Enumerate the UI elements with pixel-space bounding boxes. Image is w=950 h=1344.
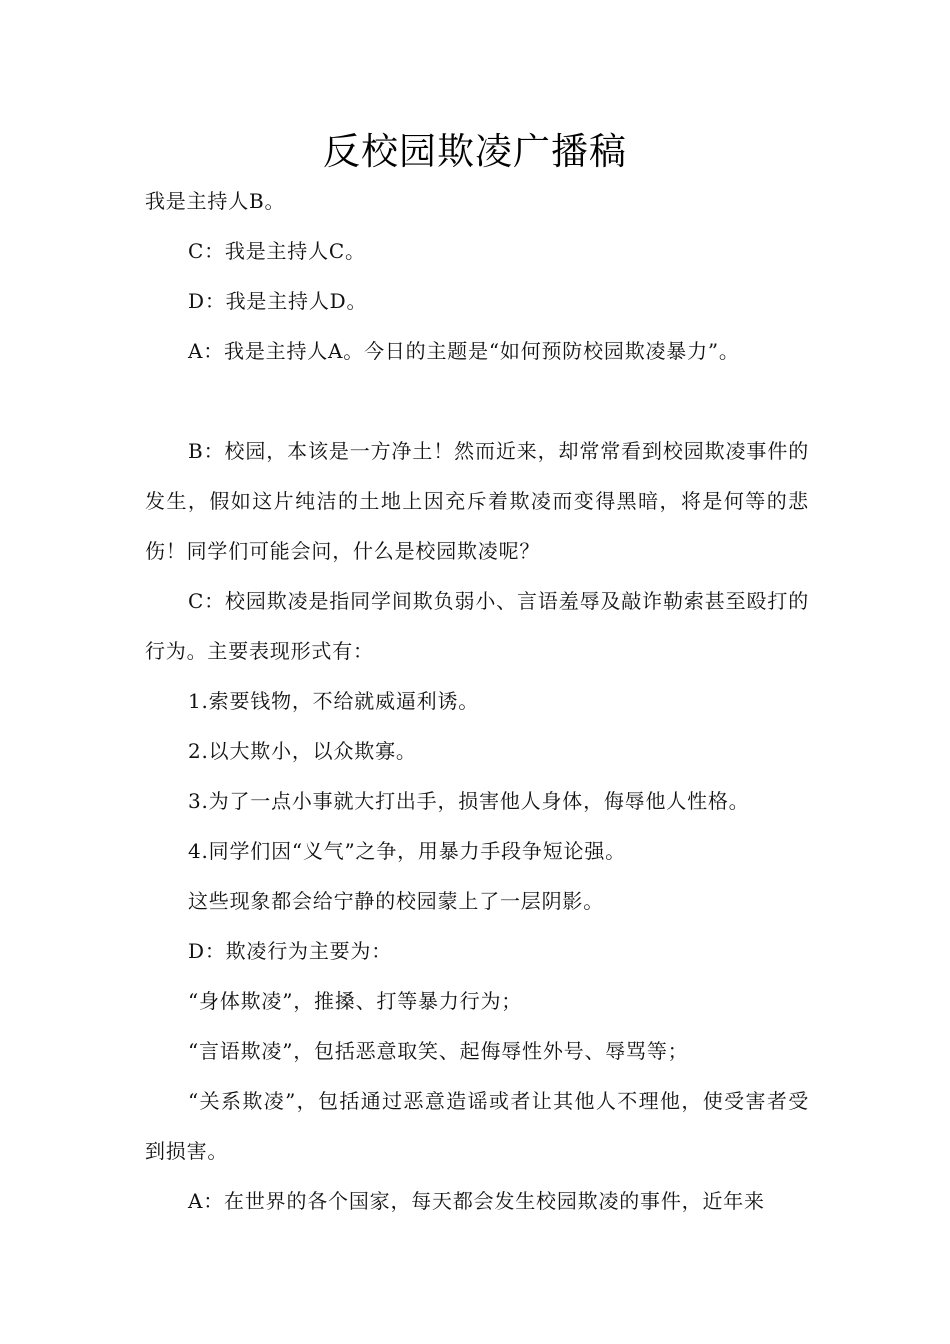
paragraph-physical-bullying: “身体欺凌”，推搡、打等暴力行为； [188, 989, 523, 1013]
paragraph-shadow: 这些现象都会给宁静的校园蒙上了一层阴影。 [188, 889, 604, 913]
document-title: 反校园欺凌广播稿 [323, 130, 627, 173]
paragraph-d-types: D：欺凌行为主要为： [188, 939, 393, 963]
paragraph-relational-bullying: “关系欺凌”，包括通过恶意造谣或者让其他人不理他，使受害者受到损害。 [145, 1089, 809, 1163]
paragraph-host-c: C：我是主持人C。 [188, 239, 366, 263]
list-item-4: 4.同学们因“义气”之争，用暴力手段争短论强。 [188, 839, 626, 863]
paragraph-host-d: D：我是主持人D。 [188, 289, 368, 313]
blank-line [145, 376, 809, 426]
paragraph-host-b: 我是主持人B。 [145, 189, 286, 213]
paragraph-c-definition: C：校园欺凌是指同学间欺负弱小、言语羞辱及敲诈勒索甚至殴打的行为。主要表现形式有： [145, 589, 809, 663]
list-item-2: 2.以大欺小，以众欺寡。 [188, 739, 417, 763]
paragraph-a-world: A：在世界的各个国家，每天都会发生校园欺凌的事件，近年来 [188, 1189, 765, 1213]
list-item-3: 3.为了一点小事就大打出手，损害他人身体，侮辱他人性格。 [188, 789, 750, 813]
paragraph-host-a-theme: A：我是主持人A。今日的主题是“如何预防校园欺凌暴力”。 [188, 339, 740, 363]
paragraph-b-intro: B：校园，本该是一方净土！然而近来，却常常看到校园欺凌事件的发生，假如这片纯洁的土地上因充斥着欺凌而变得黑暗，将是何等的悲伤！同学们可能会问，什么是校园欺凌呢？ [145, 439, 809, 563]
list-item-1: 1.索要钱物，不给就威逼利诱。 [188, 689, 480, 713]
paragraph-verbal-bullying: “言语欺凌”，包括恶意取笑、起侮辱性外号、辱骂等； [188, 1039, 689, 1063]
document-body [145, 176, 809, 1226]
